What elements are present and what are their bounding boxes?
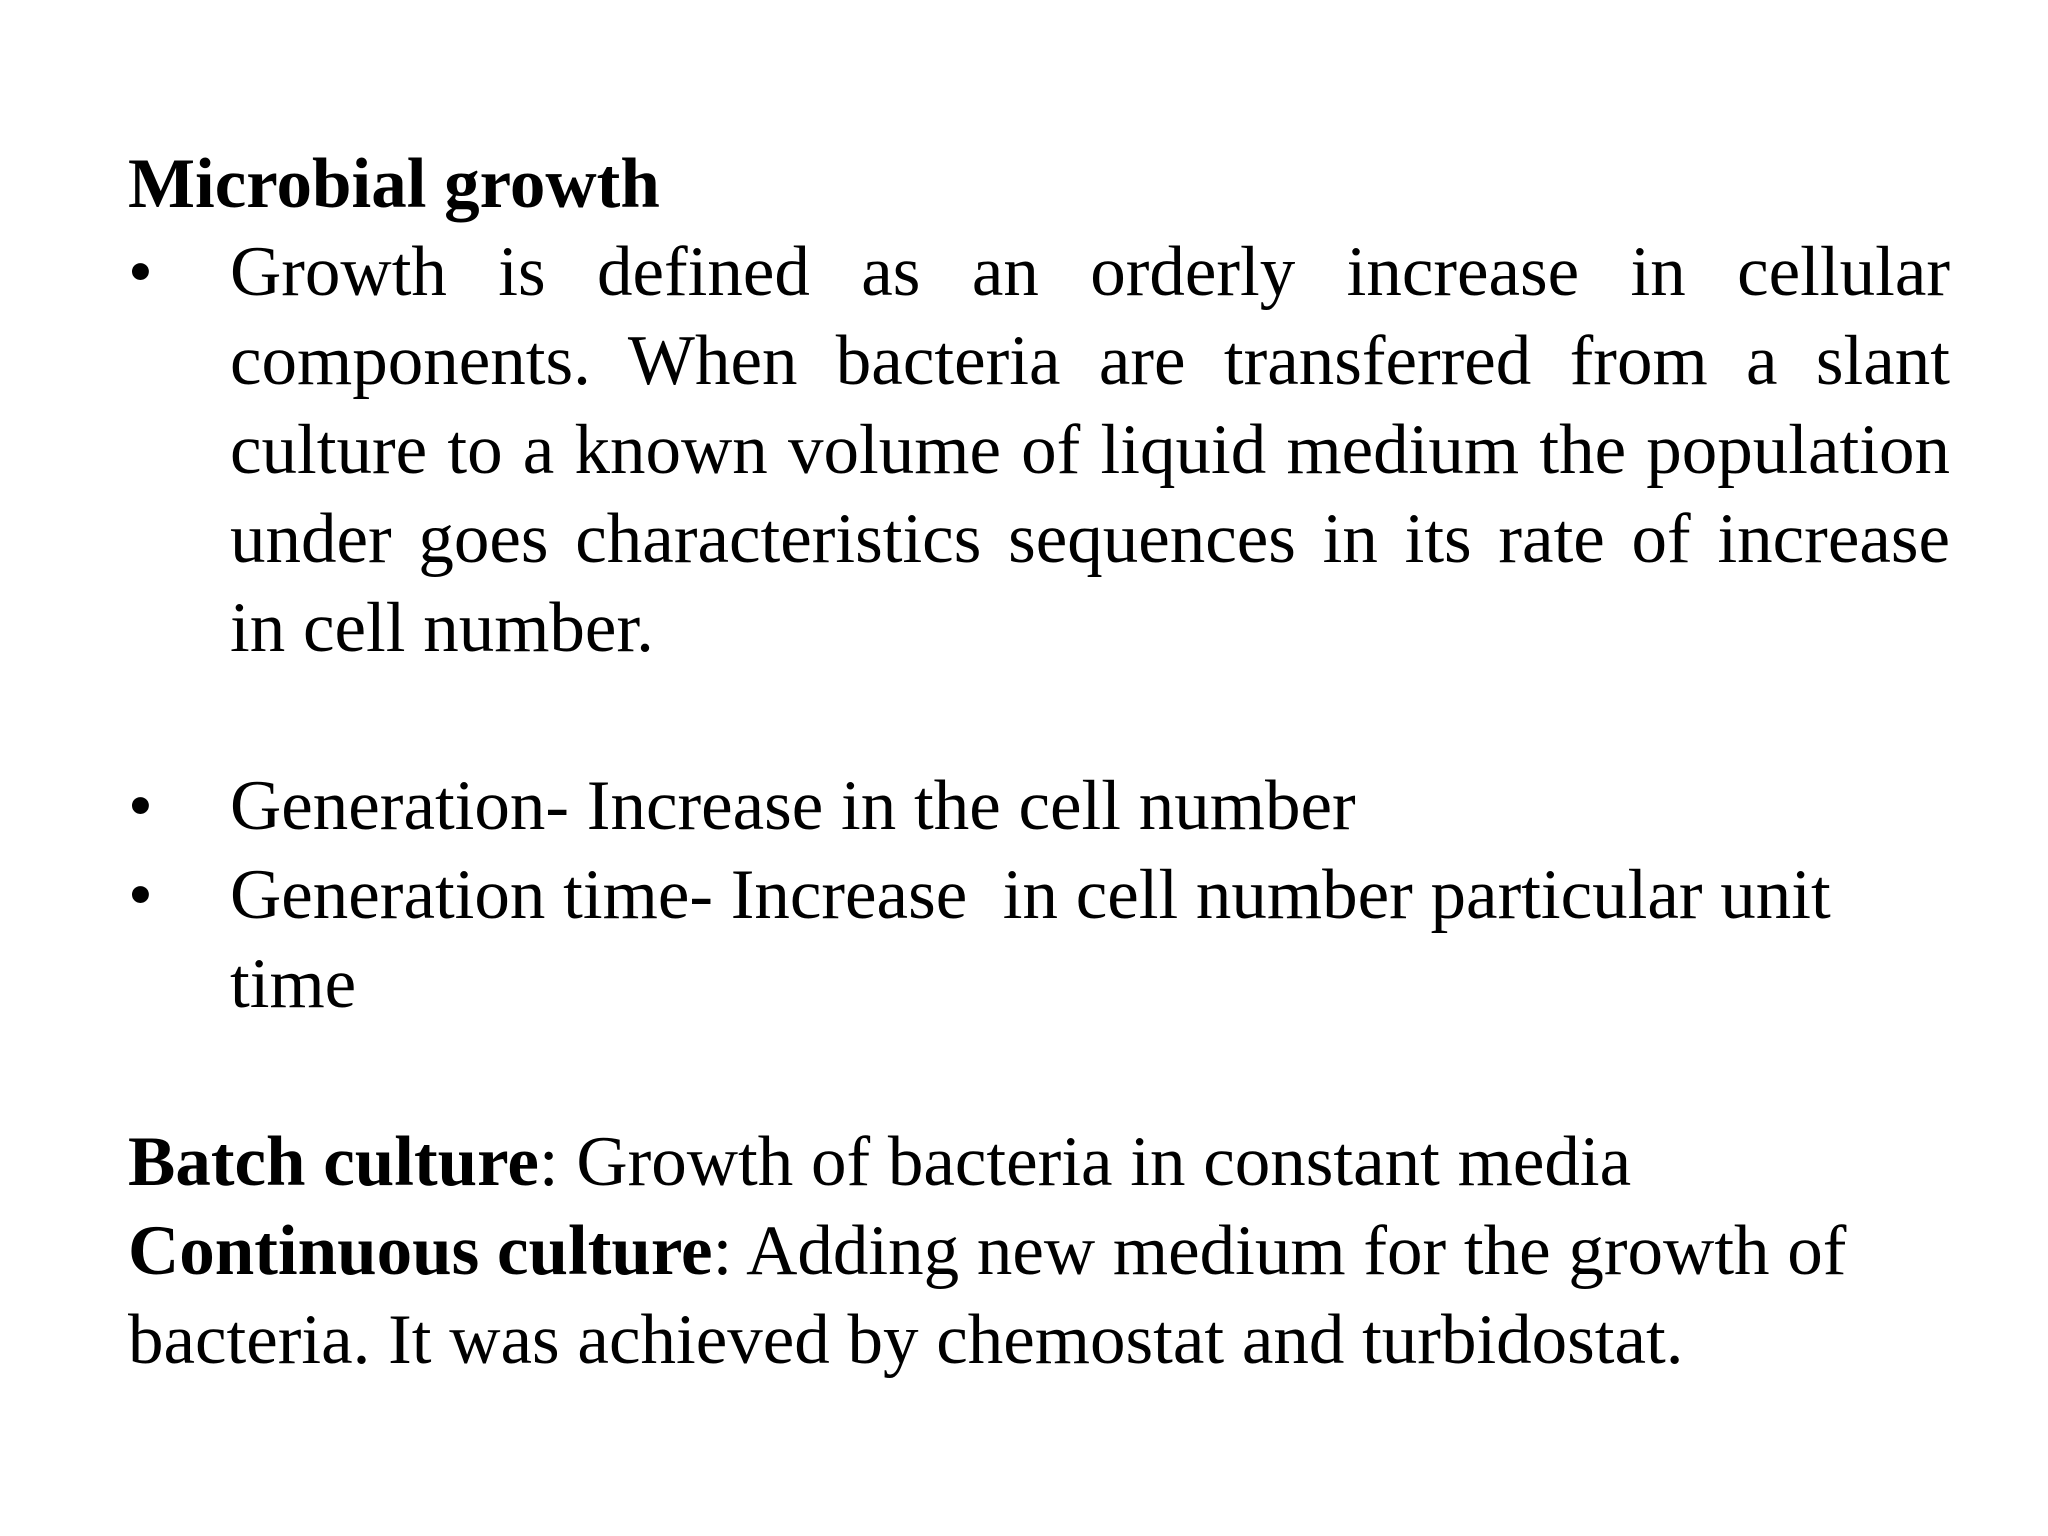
bullet-item-generation xyxy=(128,762,1950,851)
definition-separator: : xyxy=(538,1123,559,1201)
bullet-text-growth: Growth is defined as an orderly increase in cellular components. When bacteria are transferred from a slant culture to a known volume of liquid medium the population under goes characteristics sequences in its rate of increase in cell number. xyxy=(230,233,1950,667)
definition-term: Continuous culture xyxy=(128,1212,713,1290)
bullet-item-generation-time xyxy=(128,851,1950,1029)
definition-term: Batch culture xyxy=(128,1123,539,1201)
spacer xyxy=(128,1029,1950,1118)
slide-heading: Microbial growth xyxy=(128,145,660,223)
definition-batch-culture xyxy=(128,1118,1950,1207)
bullet-item-growth xyxy=(128,228,1950,673)
spacer xyxy=(128,673,1950,762)
definition-text: Growth of bacteria in constant media xyxy=(558,1123,1632,1201)
bullet-list-definition xyxy=(128,228,1950,673)
definition-separator: : xyxy=(712,1212,733,1290)
definition-text: Adding new medium for the growth of bacteria. It was achieved by chemostat and turbidostat. xyxy=(128,1212,1847,1379)
definition-continuous-culture xyxy=(128,1207,1950,1385)
bullet-list-generation xyxy=(128,762,1950,1029)
bullet-marker: • xyxy=(128,767,153,845)
bullet-marker: • xyxy=(128,233,153,311)
bullet-text-generation-time: Generation time- Increase in cell number particular unit time xyxy=(230,856,1849,1023)
bullet-text-generation: Generation- Increase in the cell number xyxy=(230,767,1356,845)
bullet-marker: • xyxy=(128,856,153,934)
slide-content xyxy=(128,140,1950,1385)
